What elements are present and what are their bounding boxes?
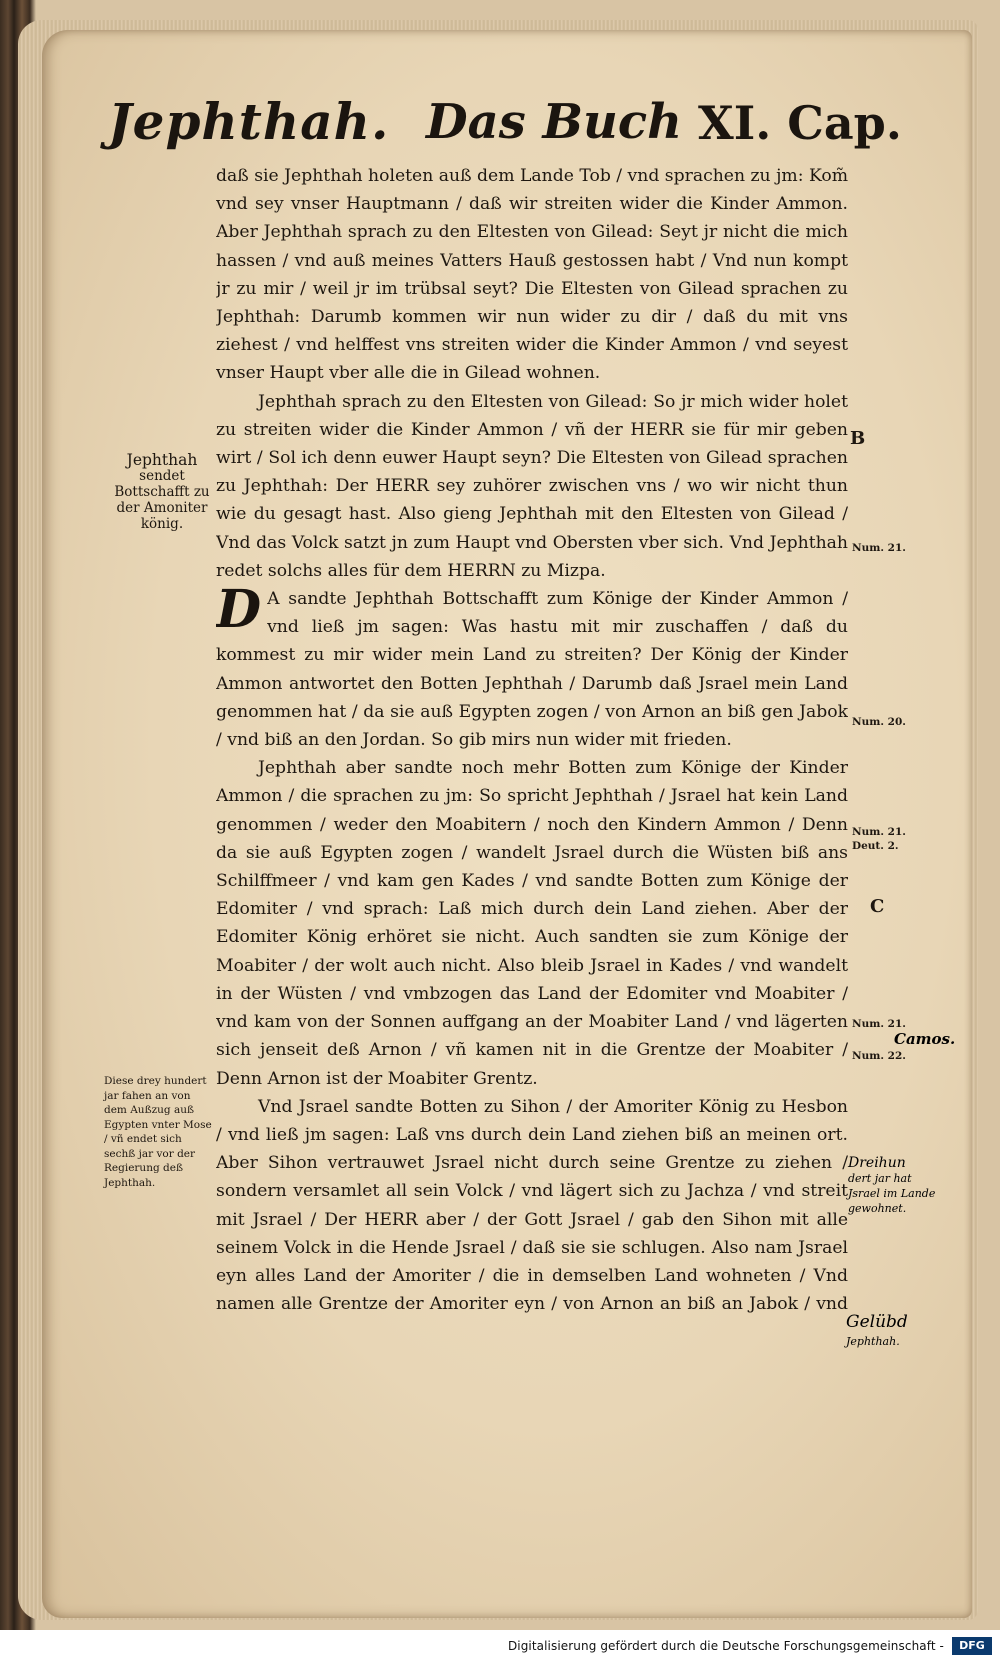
dfg-logo: DFG (952, 1637, 992, 1655)
margin-note-dreihundert (848, 1156, 940, 1216)
margin-note-title: Gelübd (846, 1312, 908, 1332)
ref-num-21-b: Num. 21. (852, 826, 906, 838)
page-header (108, 92, 908, 162)
paragraph-2: Jephthah sprach zu den Eltesten von Gilead: So jr mich wider holet zu streiten wider die Kinder Ammon / vñ der HERR sie für mir geben wirt / Sol ich denn euwer Haupt seyn? Die Eltesten von Gilead sprachen zu Jephthah: Der HERR sey zuhörer zwischen vns / wo wir nicht thun wie du gesagt hast. Also gieng Jephthah mit den Eltesten von Gilead / Vnd das Volck satzt jn zum Haupt vnd Obersten vber sich. Vnd Jephthah redet solchs alles für dem HERRN zu Mizpa. (216, 391, 848, 581)
paragraph-5: Vnd Jsrael sandte Botten zu Sihon / der Amoriter König zu Hesbon / vnd ließ jm sagen: Laß vns durch dein Land ziehen biß an meinen ort. Aber Sihon vertrauwet Jsrael nicht durch seine Grentze zu ziehen / sondern versamlet all sein Volck / vnd lägert sich zu Jachza / vnd streit mit Jsrael / Der HERR aber / der Gott Jsrael / gab den Sihon mit alle seinem Volck in die Hende Jsrael / daß sie sie schlugen. Also nam Jsrael eyn alles Land der Amoriter / die in demselben Land wohneten / Vnd namen alle Grentze der Amoriter eyn / von Arnon an biß an Jabok / vnd (216, 1096, 848, 1315)
margin-note-drey-hundert: Diese drey hundert jar fahen an von dem Außzug auß Egypten vnter Mose / vñ endet sich sechß jar vor der Regierung deß Jephthah. (104, 1075, 212, 1189)
book-title: Das Buch (426, 94, 683, 150)
chapter-number: XI. Cap. (698, 96, 902, 150)
paragraph-3: D A sandte Jephthah Bottschafft zum Könige der Kinder Ammon / vnd ließ jm sagen: Was hastu mit mir zuschaffen / daß du kommest zu mir wider mein Land zu streiten? Der König der Kinder Ammon antwortet den Botten Jephthah / Darumb daß Jsrael mein Land genommen hat / da sie auß Egypten zogen / von Arnon an biß gen Jabok / vnd biß an den Jordan. So gib mirs nun wider mit frieden. (216, 579, 848, 751)
ref-deut-2: Deut. 2. (852, 840, 899, 852)
running-head: Jephthah. (108, 92, 390, 151)
margin-note-text: sendet Bottschafft zu der Amoniter könig. (114, 468, 210, 532)
ref-num-21-c: Num. 21. (852, 1018, 906, 1030)
paragraph-4: Jephthah aber sandte noch mehr Botten zum Könige der Kinder Ammon / die sprachen zu jm: So spricht Jephthah / Jsrael hat kein Land genommen / weder den Moabitern / noch den Kindern Ammon / Denn da sie auß Egypten zogen / wandelt Jsrael durch die Wüsten biß ans Schilffmeer / vnd kam gen Kades / vnd sandte Botten zum Könige der Edomiter / vnd sprach: Laß mich durch dein Land ziehen. Aber der Edomiter König erhöret sie nicht. Auch sandten sie zum Könige der Moabiter / der wolt auch nicht. Also bleib Jsrael in Kades / vnd wandelt in der Wüsten / vnd vmbzogen das Land der Edomiter vnd Moabiter / vnd kam von der Sonnen auffgang an der Moabiter Land / vnd lägerten sich jenseit deß Arnon / vñ kamen nit in die Grentze der Moabiter / Denn Arnon ist der Moabiter Grentz. (216, 758, 848, 1089)
margin-note-text: dert jar hat Jsrael im Lande gewohnet. (848, 1172, 936, 1215)
margin-note-title: Jephthah (126, 451, 198, 469)
paragraph-1: daß sie Jephthah holeten auß dem Lande Tob / vnd sprachen zu jm: Kom̃ vnd sey vnser Hauptmann / daß wir streiten wider die Kinder Ammon. Aber Jephthah sprach zu den Eltesten von Gilead: Seyt jr nicht die mich hassen / vnd auß meines Vatters Hauß gestossen habt / Vnd nun kompt jr zu mir / weil jr im trübsal seyt? Die Eltesten von Gilead sprachen zu Jephthah: Darumb kommen wir nun wider zu dir / daß du mit vns ziehest / vnd helffest vns streiten wider die Kinder Ammon / vnd seyest vnser Haupt vber alle die in Gilead wohnen. (216, 166, 848, 384)
ref-num-20: Num. 20. (852, 716, 906, 728)
drop-cap: D (216, 579, 262, 641)
margin-note-title: Dreihun (848, 1155, 906, 1171)
margin-note-jephthah (110, 452, 214, 532)
funding-credit: Digitalisierung gefördert durch die Deutsche Forschungsgemeinschaft - (507, 1639, 944, 1653)
section-marker-c: C (870, 896, 885, 917)
ref-num-22: Num. 22. (852, 1050, 906, 1062)
ref-num-21: Num. 21. (852, 542, 906, 554)
margin-note-gelubd (846, 1312, 936, 1352)
margin-note-text: Jephthah. (846, 1335, 900, 1348)
main-text-column (216, 162, 848, 1322)
margin-note-camos: Camos. (894, 1030, 956, 1048)
section-marker-b: B (850, 428, 866, 449)
footer-bar (0, 1630, 1000, 1662)
